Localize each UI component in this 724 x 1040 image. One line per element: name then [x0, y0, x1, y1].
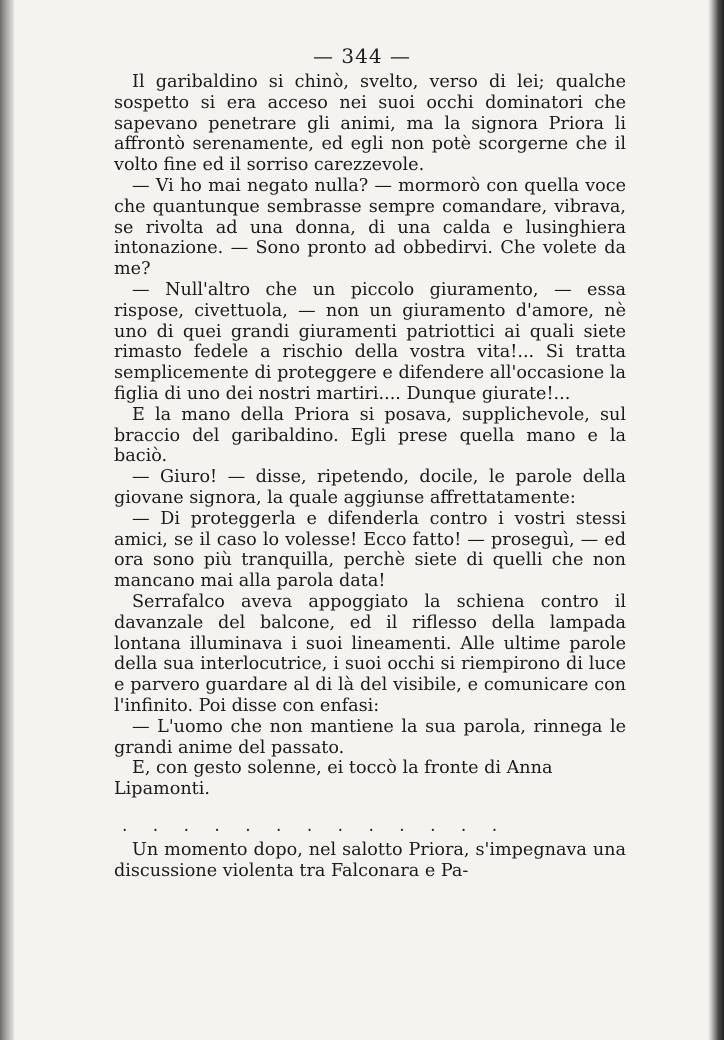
paragraph-4: E la mano della Priora si posava, supplichevole, sul braccio del garibaldino. Egli prese quella mano e la baciò. [114, 404, 626, 467]
paragraph-5: — Giuro! — disse, ripetendo, docile, le parole della giovane signora, la quale aggiunse affrettatamente: [114, 467, 626, 508]
paragraph-8: — L'uomo che non mantiene la sua parola, rinnega le grandi anime del passato. [114, 716, 626, 758]
page-number: — 344 — [313, 44, 411, 68]
paragraph-9: E, con gesto solenne, ei toccò la fronte di Anna Lipamonti. [114, 758, 553, 800]
body-text [114, 72, 626, 881]
paragraph-3: — Null'altro che un piccolo giuramento, — essa rispose, civettuola, — non un giuramento d'amore, nè uno di quei grandi giuramenti patriottici ai quali siete rimasto fedele a rischio della vostra vita!... Si tratta semplicemente di proteggere e difendere all'occasione la figlia di uno dei nostri martiri.... Dunque giurate!... [114, 279, 626, 404]
paragraph-7: Serrafalco aveva appoggiato la schiena contro il davanzale del balcone, ed il riflesso della lampada lontana illuminava i suoi lineamenti. Alle ultime parole della sua interlocutrice, i suoi occhi si riempirono di luce e parvero guardare al di là del visibile, e comunicare con l'infinito. Poi disse con enfasi: [114, 591, 626, 716]
paragraph-2: — Vi ho mai negato nulla? — mormorò con quella voce che quantunque sembrasse sempre comandare, vibrava, se rivolta ad una donna, di una calda e lusinghiera intonazione. — Sono pronto ad obbedirvi. Che volete da me? [114, 175, 626, 280]
page-right-edge-shadow [708, 0, 724, 1040]
page-left-edge-shadow [0, 0, 14, 1040]
closing-paragraph: Un momento dopo, nel salotto Priora, s'impegnava una discussione violenta tra Falconara e Pa- [114, 839, 626, 881]
section-break-dots: . . . . . . . . . . . . . [122, 815, 508, 836]
paragraph-6: — Di proteggerla e difenderla contro i vostri stessi amici, se il caso lo volesse! Ecco fatto! — proseguì, — ed ora sono più tranquilla, perchè siete di quelli che non mancano mai alla parola data! [114, 508, 626, 592]
paragraph-1: Il garibaldino si chinò, svelto, verso di lei; qualche sospetto si era acceso nei suoi occhi dominatori che sapevano penetrare gli animi, ma la signora Priora li affrontò serenamente, ed egli non potè scorgerne che il volto fine ed il sorriso carezzevole. [114, 72, 626, 176]
